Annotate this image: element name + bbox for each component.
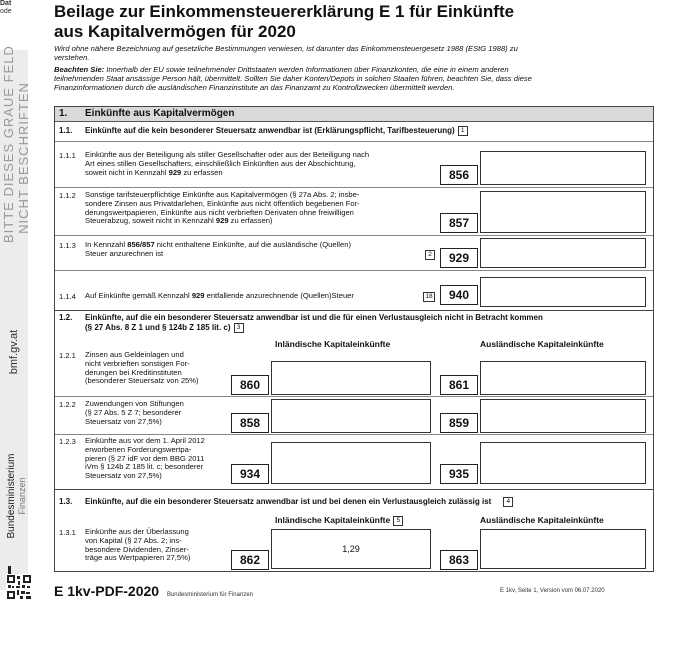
subsection-1-2-title-line1: Einkünfte, auf die ein besonderer Steuersatz anwendbar ist und die für einen Verlustausgleich nicht in Betracht kommen: [85, 313, 543, 322]
item-1-1-2-line4c: zu erfassen): [228, 216, 273, 226]
item-1-1-2-number: 1.1.2: [59, 191, 76, 200]
page-version-info: E 1kv, Seite 1, Version vom 06.07.2020: [500, 588, 605, 594]
item-1-3-1-line2: von Kapital (§ 27 Abs. 2; ins-: [85, 535, 182, 545]
item-1-1-1-number: 1.1.1: [59, 151, 76, 160]
item-1-1-4-line1b: 929: [191, 291, 205, 300]
page-title-line1: Beilage zur Einkommensteuererklärung E 1 für Einkünfte: [54, 2, 515, 21]
definition-note: [54, 44, 650, 62]
divider: [55, 187, 653, 188]
kennzahl-934-input[interactable]: [271, 442, 431, 484]
kennzahl-862-input[interactable]: 1,29: [271, 529, 431, 569]
margin-top-label-line2: ode: [0, 8, 12, 15]
ministry-sub: Finanzen: [17, 477, 27, 515]
subsection-1-2-number: 1.2.: [59, 313, 73, 322]
item-1-1-3-line1a: In Kennzahl: [85, 240, 128, 249]
kennzahl-860-input[interactable]: [271, 361, 431, 395]
item-1-1-1-text: [85, 151, 369, 177]
attention-note: [54, 65, 650, 92]
kennzahl-863-input[interactable]: [480, 529, 646, 569]
item-1-2-3-text: [85, 437, 231, 481]
item-1-1-2-line1: Sonstige tarifsteuerpflichtige Einkünfte aus Kapitalvermögen (§ 27a Abs. 2; insbe-: [85, 190, 360, 199]
website-label: bmf.gv.at: [8, 329, 20, 375]
subsection-1-1-number: 1.1.: [59, 126, 73, 135]
item-1-1-3-line2: Steuer anzurechnen ist: [85, 248, 164, 258]
kennzahl-934-label: 934: [231, 464, 269, 484]
definition-note-line1: Wird ohne nähere Bezeichnung auf gesetzliche Bestimmungen verwiesen, ist darunter das Einkommensteuergesetz 1988 (EStG 1988) zu: [54, 44, 518, 53]
item-1-3-1-line1: Einkünfte aus der Überlassung: [85, 527, 189, 536]
item-1-1-4-text: [85, 292, 435, 301]
kennzahl-929-input[interactable]: [480, 238, 646, 268]
item-1-3-1-text: [85, 528, 225, 563]
divider: [55, 235, 653, 236]
kennzahl-940-input[interactable]: [480, 277, 646, 307]
do-not-write-line1: BITTE DIESES GRAUE FELD: [1, 45, 16, 243]
section-1-number: 1.: [59, 108, 68, 119]
item-1-2-1-line1: Zinsen aus Geldeinlagen und: [85, 350, 184, 359]
section-1-header: [55, 107, 653, 122]
kennzahl-862-label: 862: [231, 550, 269, 570]
attention-note-line1: Innerhalb der EU sowie teilnehmender Drittstaaten werden Informationen über Finanzkonten, die eine in einem anderen: [104, 65, 509, 74]
kennzahl-856-input[interactable]: [480, 151, 646, 185]
attention-note-line2: teilnehmenden Staat ansässige Person hält, übermittelt. Sollten Sie daher Konten/Depots in solchen Staaten führen, beachten Sie, dass diese: [54, 74, 532, 83]
item-1-1-1-line3b: 929: [168, 167, 182, 177]
column-domestic-income-1-3: [275, 515, 403, 526]
footer-ministry: Bundesministerium für Finanzen: [166, 592, 253, 598]
kennzahl-857-input[interactable]: [480, 191, 646, 233]
item-1-2-2-line1: Zuwendungen von Stiftungen: [85, 399, 184, 408]
subsection-1-3-title-text: Einkünfte, auf die ein besonderer Steuersatz anwendbar ist und bei denen ein Verlustausgleich zulässig ist: [85, 497, 492, 507]
form-code: [54, 583, 253, 599]
item-1-1-4-line1c: entfallende anzurechnende (Quellen)Steuer: [204, 291, 354, 300]
item-1-3-1-line4: träge aus Wertpapieren 27,5%): [85, 553, 191, 563]
item-1-2-3-line1: Einkünfte aus vor dem 1. April 2012: [85, 436, 205, 445]
section-1-title: Einkünfte aus Kapitalvermögen: [85, 108, 235, 119]
item-1-2-3-line4: iVm § 124b Z 185 lit. c; besonderer: [85, 462, 204, 472]
kennzahl-857-label: 857: [440, 213, 478, 233]
do-not-write-line2: NICHT BESCHRIFTEN: [16, 82, 31, 234]
subsection-1-1-title: [85, 126, 645, 136]
divider: [55, 434, 653, 435]
divider: [55, 489, 653, 490]
item-1-1-1-line3a: soweit nicht in Kennzahl: [85, 167, 169, 177]
item-1-1-3-number: 1.1.3: [59, 241, 76, 250]
kennzahl-935-input[interactable]: [480, 442, 646, 484]
item-1-1-3-text: [85, 241, 435, 259]
kennzahl-858-label: 858: [231, 413, 269, 433]
item-1-2-3-number: 1.2.3: [59, 437, 76, 446]
item-1-2-1-line2: nicht verbrieften sonstigen For-: [85, 358, 190, 368]
barcode-icon: [6, 574, 32, 600]
item-1-2-1-text: [85, 351, 225, 386]
kennzahl-929-label: 929: [440, 248, 478, 268]
item-1-3-1-line3: besondere Dividenden, Zinser-: [85, 544, 189, 554]
page-title: [54, 2, 514, 42]
footnote-4-icon[interactable]: 4: [503, 497, 513, 507]
page-title-line2: aus Kapitalvermögen für 2020: [54, 22, 296, 41]
ministry-main: Bundesministerium: [6, 453, 17, 539]
item-1-1-1-line1: Einkünfte aus der Beteiligung als stiller Gesellschafter oder aus der Beteiligung nach: [85, 150, 370, 159]
kennzahl-858-input[interactable]: [271, 399, 431, 433]
kennzahl-856-label: 856: [440, 165, 478, 185]
item-1-2-1-line4: (besonderer Steuersatz von 25%): [85, 376, 199, 386]
item-1-1-1-line3c: zu erfassen: [181, 167, 223, 177]
footnote-3-icon[interactable]: 3: [234, 323, 244, 333]
item-1-2-3-line2: erworbenen Forderungswertpa-: [85, 444, 192, 454]
subsection-1-3-number: 1.3.: [59, 497, 73, 506]
attention-note-bold: Beachten Sie:: [54, 65, 105, 74]
item-1-1-3-line1c: nicht enthaltene Einkünfte, auf die ausländische (Quellen): [154, 240, 351, 249]
kennzahl-860-label: 860: [231, 375, 269, 395]
kennzahl-935-label: 935: [440, 464, 478, 484]
subsection-1-3-title: [85, 497, 645, 507]
item-1-2-3-line5: Steuersatz von 27,5%): [85, 471, 162, 481]
column-foreign-income-1-3: Ausländische Kapitaleinkünfte: [480, 515, 604, 525]
item-1-1-1-line2: Art eines stillen Gesellschafters, einschließlich Einkünften aus der Abschichtung,: [85, 158, 356, 168]
item-1-1-2-line3: derungswertpapieren, Einkünfte aus nicht verbrieften Derivaten ohne freiwilligen: [85, 207, 354, 217]
item-1-3-1-number: 1.3.1: [59, 528, 76, 537]
footnote-1-icon[interactable]: 1: [458, 126, 468, 136]
do-not-write-notice: [1, 45, 33, 243]
column-foreign-income: Ausländische Kapitaleinkünfte: [480, 339, 604, 349]
divider: [55, 396, 653, 397]
footnote-18-icon[interactable]: 18: [423, 292, 435, 302]
item-1-1-4-line1a: Auf Einkünfte gemäß Kennzahl: [85, 291, 192, 300]
attention-note-line3: Finanzinformationen durch die ausländischen Finanzinstitute an das Finanzamt zu Kontrollzwecken übermittelt werden.: [54, 83, 455, 92]
kennzahl-859-input[interactable]: [480, 399, 646, 433]
item-1-1-2-line4a: Steuerabzug, soweit nicht in Kennzahl: [85, 216, 216, 226]
item-1-2-1-line3: derungen bei Kreditinstituten: [85, 367, 182, 377]
item-1-2-1-number: 1.2.1: [59, 351, 76, 360]
footnote-2-icon[interactable]: 2: [425, 250, 435, 260]
footnote-5-icon[interactable]: 5: [393, 516, 403, 526]
item-1-2-2-number: 1.2.2: [59, 400, 76, 409]
subsection-1-1-title-text: Einkünfte auf die kein besonderer Steuersatz anwendbar ist (Erklärungspflicht, Tarifbesteuerung): [85, 126, 455, 136]
margin-top-label: [0, 0, 12, 16]
item-1-1-4-number: 1.1.4: [59, 292, 76, 301]
item-1-1-3-line1b: 856/857: [127, 240, 155, 249]
kennzahl-863-label: 863: [440, 550, 478, 570]
item-1-2-2-line3: Steuersatz von 27,5%): [85, 416, 162, 426]
ministry-label: [6, 448, 30, 544]
item-1-1-2-line4b: 929: [215, 216, 229, 226]
item-1-1-2-line2: sondere Zinsen aus Privatdarlehen, Einkünfte aus nicht öffentlich begebenen For-: [85, 198, 360, 208]
item-1-2-2-line2: (§ 27 Abs. 5 Z 7; besonderer: [85, 407, 182, 417]
form-code-text: E 1kv-PDF-2020: [54, 583, 160, 599]
column-domestic-income: Inländische Kapitaleinkünfte: [275, 339, 391, 349]
kennzahl-940-label: 940: [440, 285, 478, 305]
subsection-1-2-title: [85, 313, 645, 333]
kennzahl-861-input[interactable]: [480, 361, 646, 395]
divider: [55, 310, 653, 311]
item-1-1-2-text: [85, 191, 360, 226]
divider: [55, 141, 653, 142]
item-1-2-2-text: [85, 400, 225, 426]
capital-income-form: [54, 106, 654, 572]
divider: [55, 270, 653, 271]
kennzahl-861-label: 861: [440, 375, 478, 395]
column-domestic-income-1-3-text: Inländische Kapitaleinkünfte: [275, 515, 391, 525]
item-1-2-3-line3: pieren (§ 27 idF vor dem BBG 2011: [85, 453, 205, 463]
margin-top-label-line1: Dat: [0, 0, 12, 7]
subsection-1-2-title-line2: (§ 27 Abs. 8 Z 1 und § 124b Z 185 lit. c): [85, 322, 231, 332]
kennzahl-859-label: 859: [440, 413, 478, 433]
definition-note-line2: verstehen.: [54, 53, 90, 62]
